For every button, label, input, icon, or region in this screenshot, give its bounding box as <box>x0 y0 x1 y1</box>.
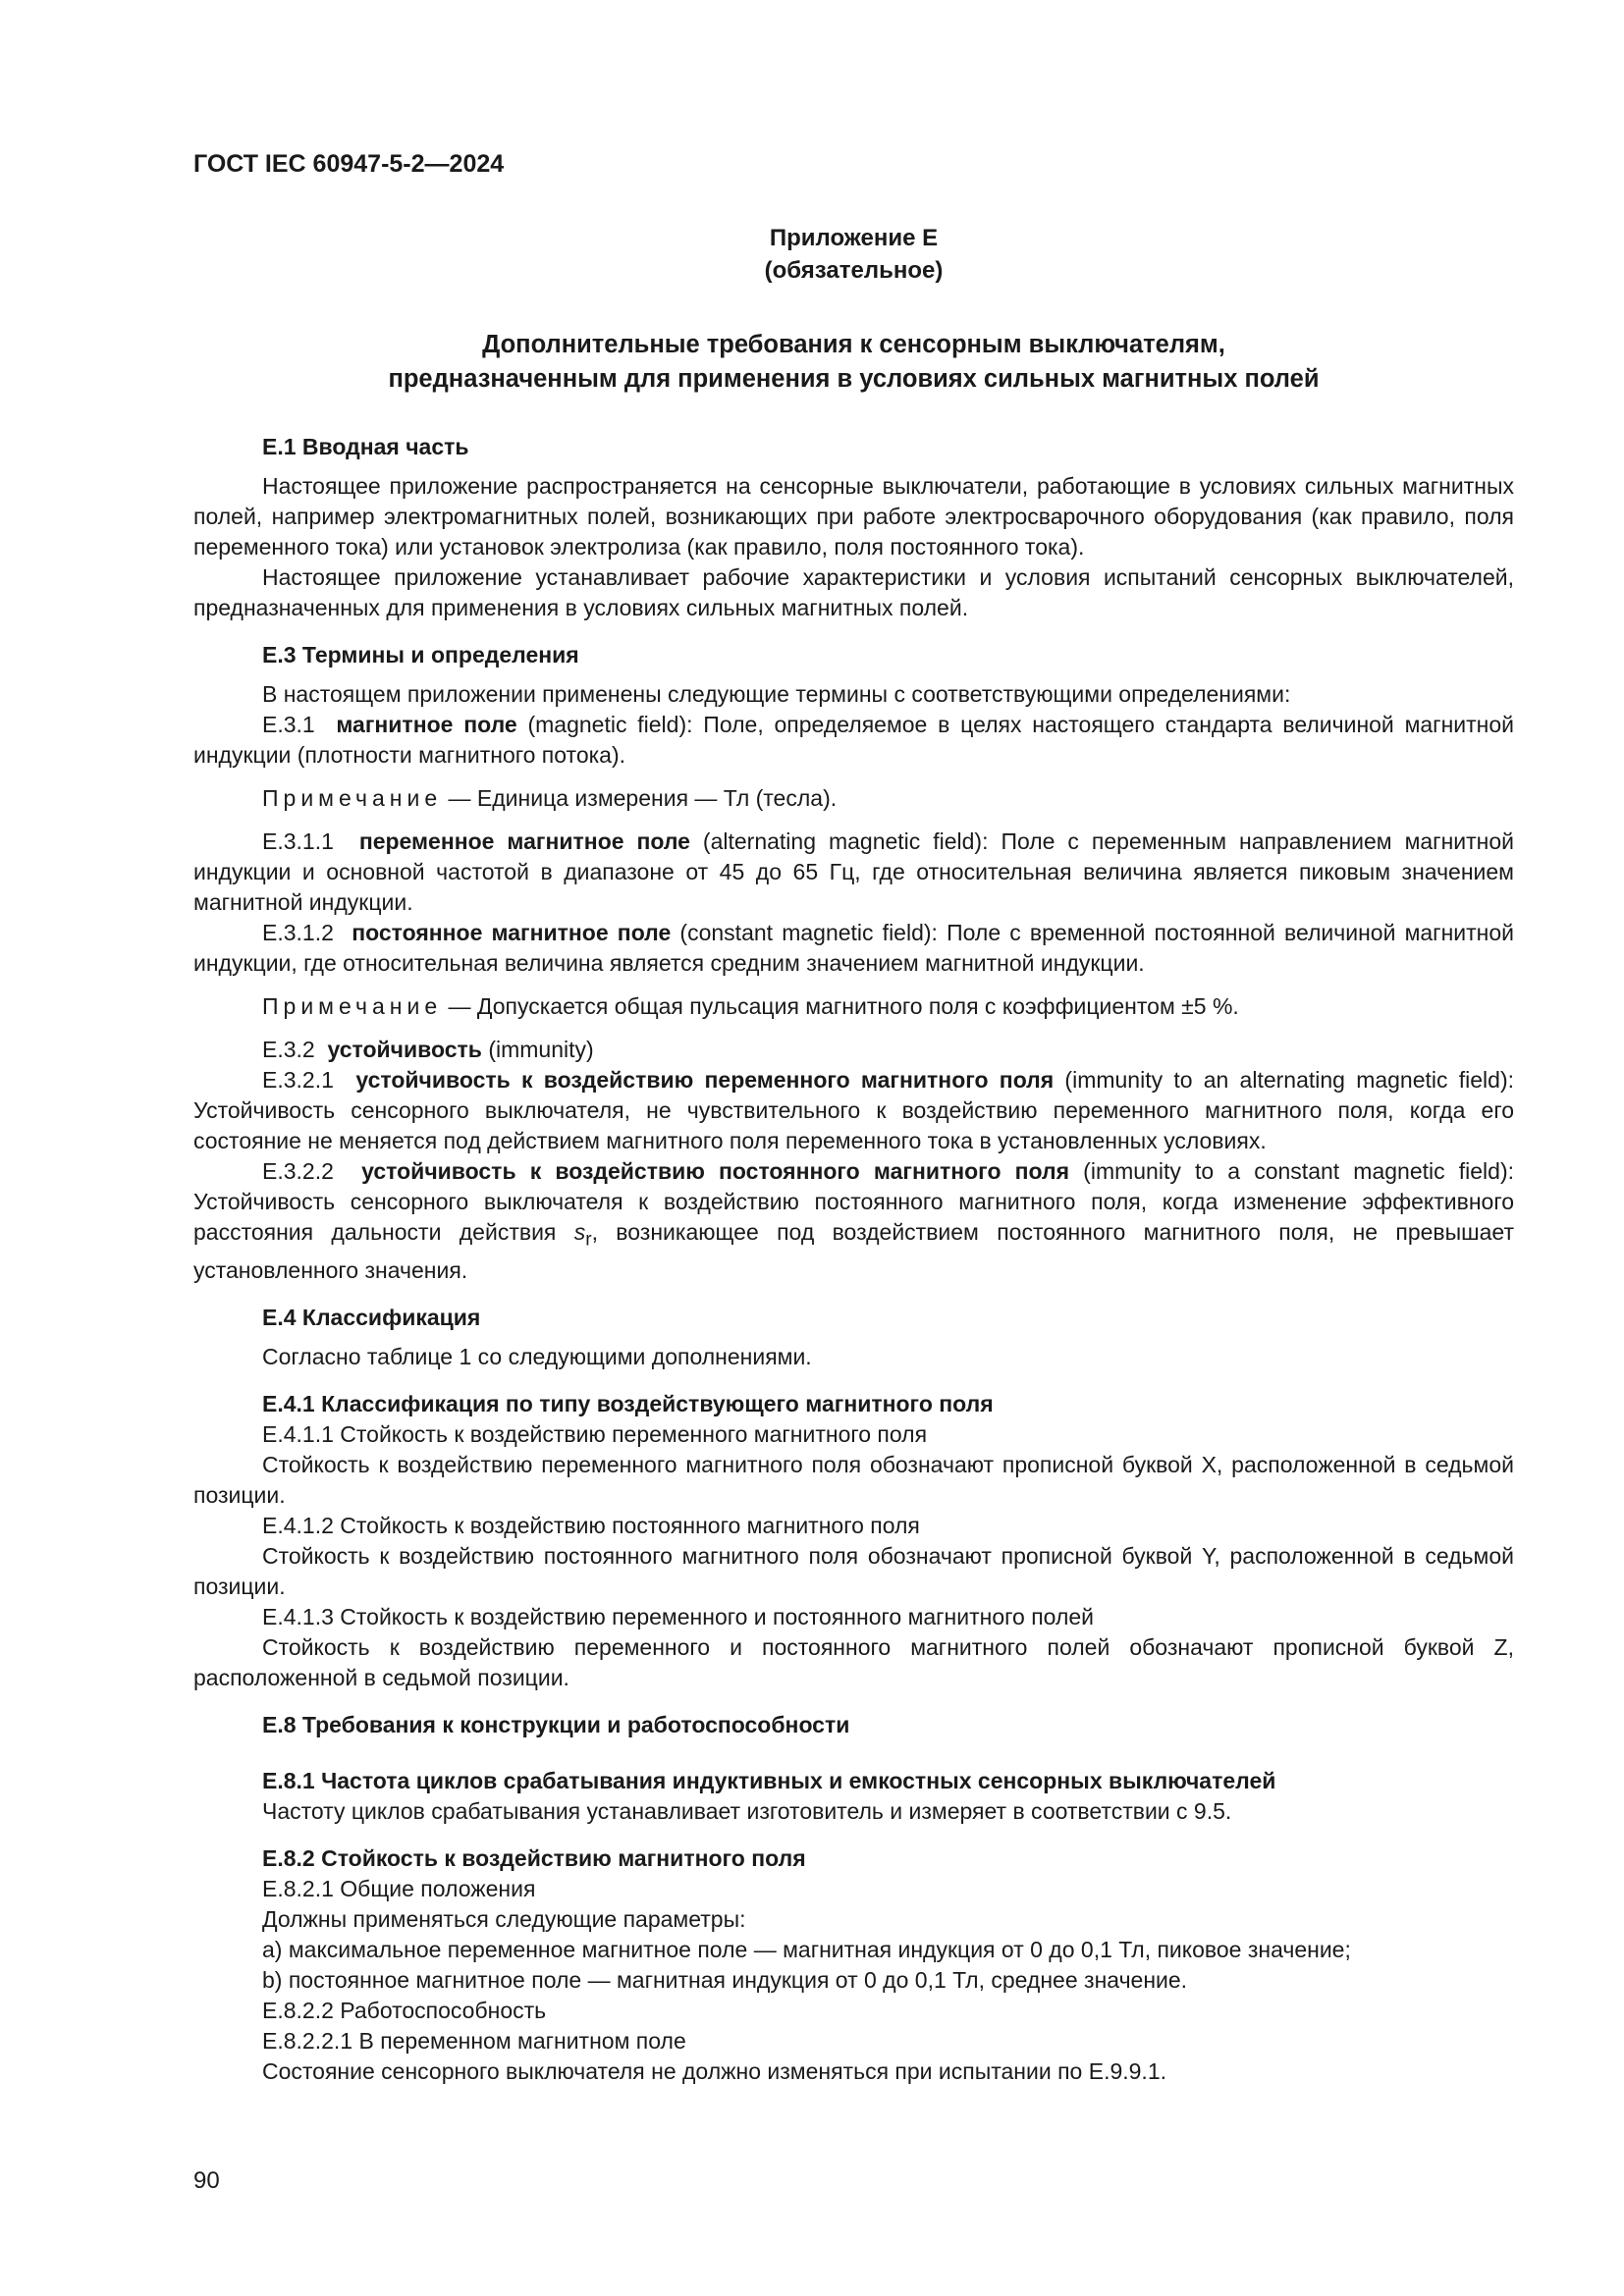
term-e321 <box>193 1065 1514 1156</box>
term-e32 <box>193 1035 1514 1065</box>
term-name: устойчивость <box>327 1037 482 1062</box>
annex-heading-line-2: предназначенным для применения в условиях сильных магнитных полей <box>388 365 1320 393</box>
term-number: Е.3.1.2 <box>262 920 334 945</box>
term-e312 <box>193 918 1514 979</box>
list-item-b: b) постоянное магнитное поле — магнитная индукция от 0 до 0,1 Тл, среднее значение. <box>262 1966 1188 1993</box>
term-number: Е.3.2.2 <box>262 1158 334 1184</box>
section-e822-title: Е.8.2.2 Работоспособность <box>262 1997 547 2023</box>
note-label: Примечание <box>262 785 443 811</box>
section-e821-title: Е.8.2.1 Общие положения <box>262 1875 536 1901</box>
section-e413-title: Е.4.1.3 Стойкость к воздействию переменного и постоянного магнитного полей <box>262 1603 1095 1629</box>
note-1 <box>193 783 1514 814</box>
term-number: Е.3.1 <box>262 712 315 737</box>
term-name: устойчивость к воздействию постоянного магнитного поля <box>361 1158 1070 1184</box>
term-number: Е.3.2 <box>262 1037 315 1062</box>
list-item-a: а) максимальное переменное магнитное поле — магнитная индукция от 0 до 0,1 Тл, пиковое значение; <box>262 1936 1351 1962</box>
note-label: Примечание <box>262 993 443 1019</box>
term-number: Е.3.1.1 <box>262 828 334 854</box>
section-e3-title: Е.3 Термины и определения <box>262 642 579 667</box>
section-e411-text: Стойкость к воздействию переменного магнитного поля обозначают прописной буквой X, расположенной в седьмой позиции. <box>193 1451 1514 1508</box>
term-definition-part-2: , возникающее под воздействием постоянного магнитного поля, не превышает установленного значения. <box>193 1219 1514 1283</box>
section-e8221-title: Е.8.2.2.1 В переменном магнитном поле <box>262 2027 686 2054</box>
term-name: магнитное поле <box>336 712 517 737</box>
section-e1-paragraph-1: Настоящее приложение распространяется на сенсорные выключатели, работающие в условиях сильных магнитных полей, например электромагнитных полей, возникающих при работе электросварочного оборудования (как правило, поля переменного тока) или установок электролиза (как правило, поля постоянного тока). <box>193 473 1514 560</box>
term-e311 <box>193 827 1514 918</box>
annex-heading-line-1: Дополнительные требования к сенсорным выключателям, <box>482 331 1225 358</box>
term-name: переменное магнитное поле <box>358 828 690 854</box>
section-e81-text: Частоту циклов срабатывания устанавливает изготовитель и измеряет в соответствии с 9.5. <box>262 1797 1232 1824</box>
section-e4-intro: Согласно таблице 1 со следующими дополнениями. <box>262 1343 812 1369</box>
page-number: 90 <box>193 2167 220 2194</box>
section-e413-text: Стойкость к воздействию переменного и постоянного магнитного полей обозначают прописной буквой Z, расположенной в седьмой позиции. <box>193 1633 1514 1690</box>
term-definition: (immunity) <box>481 1037 594 1062</box>
note-text: — Единица измерения — Тл (тесла). <box>442 785 838 811</box>
annex-title: Приложение Е <box>769 225 939 251</box>
document-page <box>193 147 1514 2087</box>
term-name: устойчивость к воздействию переменного магнитного поля <box>355 1067 1055 1093</box>
variable-s: s <box>573 1219 586 1245</box>
section-e412-text: Стойкость к воздействию постоянного магнитного поля обозначают прописной буквой Y, расположенной в седьмой позиции. <box>193 1542 1514 1599</box>
section-e8221-text: Состояние сенсорного выключателя не должно изменяться при испытании по Е.9.9.1. <box>262 2057 1166 2084</box>
term-definition: (immunity to an alternating magnetic field): Устойчивость сенсорного выключателя, не чувствительного к воздействию переменного магнитного поля, когда его состояние не меняется под действием магнитного поля переменного тока в установленных условиях. <box>193 1067 1514 1153</box>
annex-status: (обязательное) <box>764 257 944 284</box>
variable-subscript-r: r <box>585 1229 592 1251</box>
term-definition-part-1: (immunity to a constant magnetic field): Устойчивость сенсорного выключателя к воздействию постоянного магнитного поля, когда изменение эффективного расстояния дальности действия <box>193 1158 1514 1245</box>
term-e322 <box>193 1156 1514 1286</box>
section-e412-title: Е.4.1.2 Стойкость к воздействию постоянного магнитного поля <box>262 1512 920 1538</box>
section-e81-title: Е.8.1 Частота циклов срабатывания индуктивных и емкостных сенсорных выключателей <box>262 1767 1276 1793</box>
term-definition: (magnetic field): Поле, определяемое в целях настоящего стандарта величиной магнитной индукции (плотности магнитного потока). <box>193 712 1514 768</box>
section-e1-paragraph-2: Настоящее приложение устанавливает рабочие характеристики и условия испытаний сенсорных выключателей, предназначенных для применения в условиях сильных магнитных полей. <box>193 564 1514 620</box>
term-number: Е.3.2.1 <box>262 1067 334 1093</box>
term-definition: (constant magnetic field): Поле с временной постоянной величиной магнитной индукции, где относительная величина является средним значением магнитной индукции. <box>193 920 1514 976</box>
term-name: постоянное магнитное поле <box>352 920 672 945</box>
term-definition: (alternating magnetic field): Поле с переменным направлением магнитной индукции и основной частотой в диапазоне от 45 до 65 Гц, где относительная величина является пиковым значением магнитной индукции. <box>193 828 1514 915</box>
section-e41-title: Е.4.1 Классификация по типу воздействующего магнитного поля <box>262 1390 994 1416</box>
annex-heading <box>193 328 1514 397</box>
section-e3-intro: В настоящем приложении применены следующие термины с соответствующими определениями: <box>262 681 1291 707</box>
note-2 <box>193 991 1514 1022</box>
section-e821-text: Должны применяться следующие параметры: <box>262 1905 746 1932</box>
section-e8-title: Е.8 Требования к конструкции и работоспособности <box>262 1711 850 1737</box>
section-e82-title: Е.8.2 Стойкость к воздействию магнитного поля <box>262 1844 806 1871</box>
section-e4-title: Е.4 Классификация <box>262 1304 481 1330</box>
note-text: — Допускается общая пульсация магнитного поля с коэффициентом ±5 %. <box>442 993 1239 1019</box>
section-e411-title: Е.4.1.1 Стойкость к воздействию переменного магнитного поля <box>262 1420 928 1447</box>
standard-designation: ГОСТ IEC 60947-5-2—2024 <box>193 150 505 178</box>
term-e31 <box>193 710 1514 771</box>
section-e1-title: Е.1 Вводная часть <box>262 434 469 459</box>
